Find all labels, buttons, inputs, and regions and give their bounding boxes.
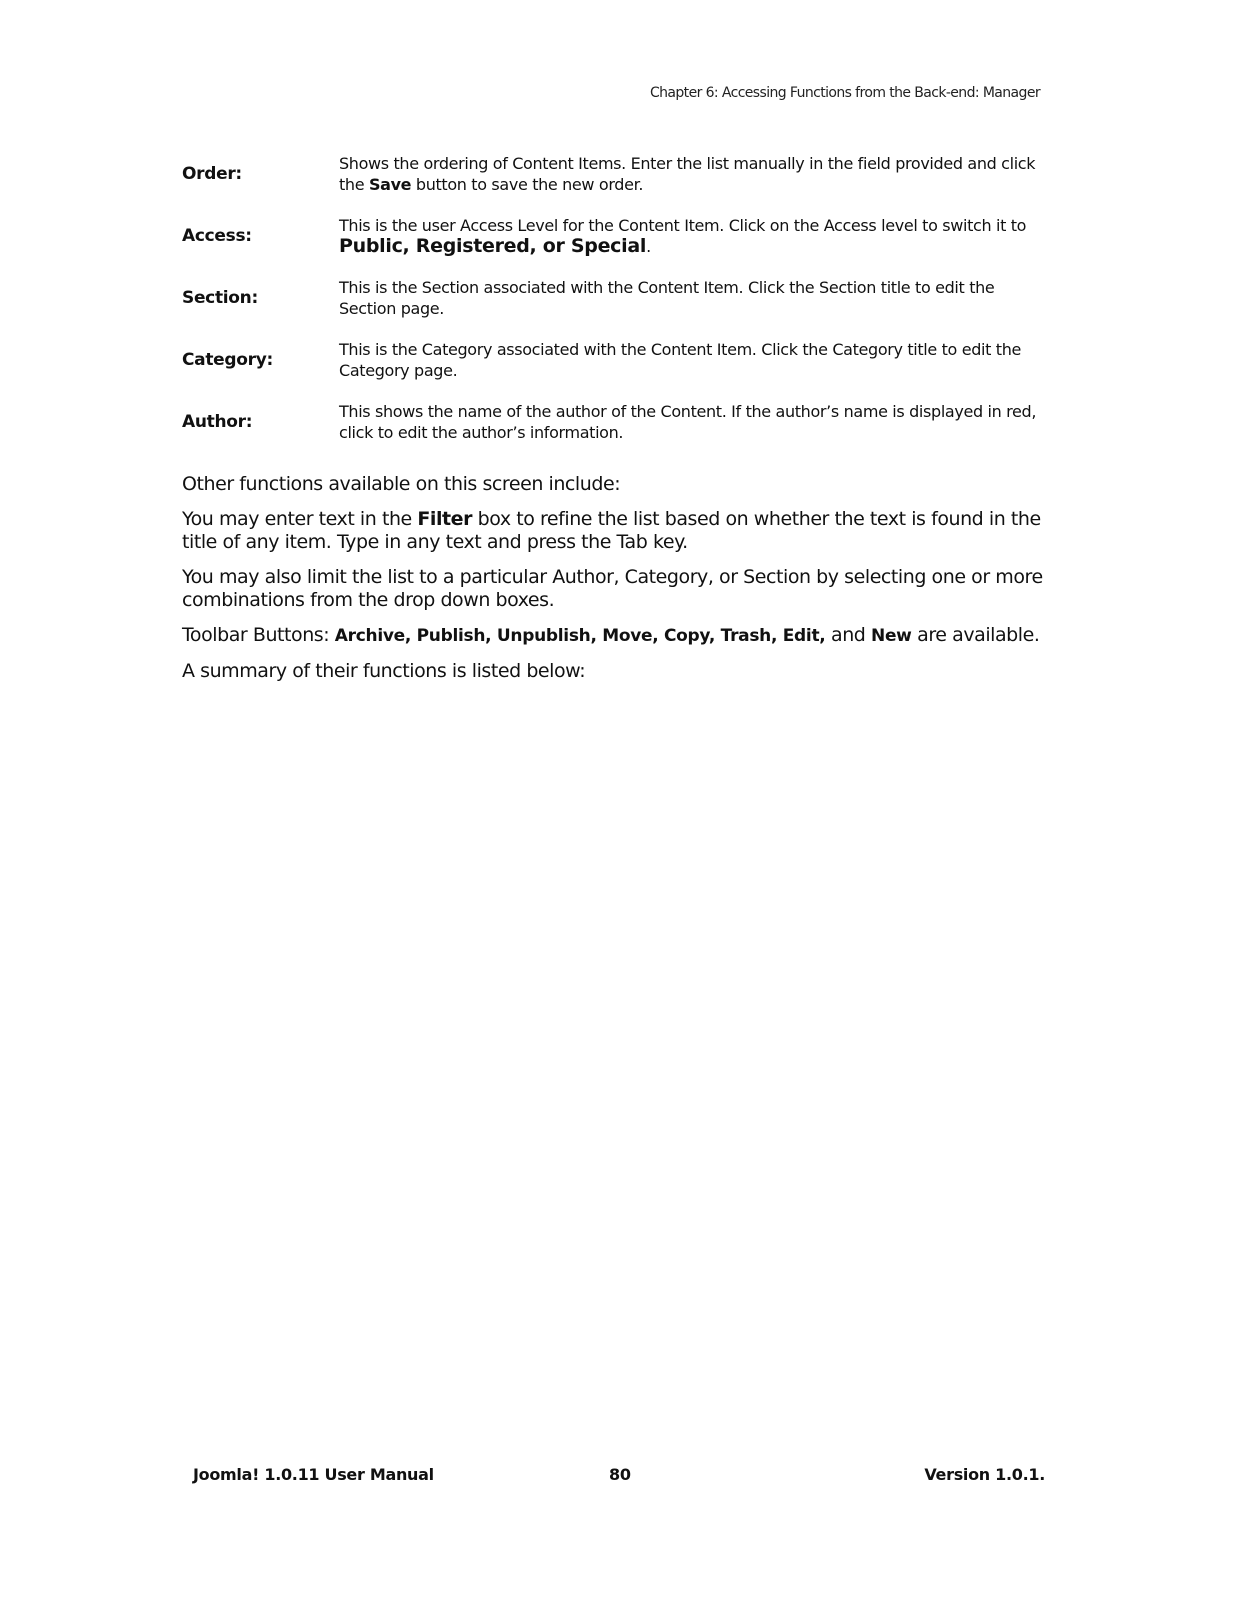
term-author: Author: (182, 412, 253, 432)
definition-row-author (182, 400, 1052, 444)
term-order: Order: (182, 164, 242, 184)
term-section: Section: (182, 288, 258, 308)
description-category: This is the Category associated with the Content Item. Click the Category title to edit the Category page. (339, 340, 1021, 380)
term-category: Category: (182, 350, 274, 370)
toolbar-buttons-list: Archive, Publish, Unpublish, Move, Copy, Trash, Edit, (334, 626, 826, 646)
paragraph-other-functions: Other functions available on this screen include: (182, 473, 621, 495)
new-keyword: New (871, 626, 912, 646)
definition-table (182, 152, 1052, 462)
save-keyword: Save (368, 175, 412, 194)
paragraph-toolbar-buttons: Toolbar Buttons: Archive, Publish, Unpublish, Move, Copy, Trash, Edit, and New are available. (182, 624, 1040, 646)
access-levels-keyword: Public, Registered, or Special (339, 235, 647, 257)
definition-row-access (182, 214, 1052, 258)
page-number: 80 (609, 1465, 631, 1484)
filter-keyword: Filter (417, 508, 473, 530)
description-access: This is the user Access Level for the Content Item. Click on the Access level to switch it to Public, Registered, or Special. (339, 216, 1027, 257)
running-header: Chapter 6: Accessing Functions from the Back-end: Manager (649, 85, 1040, 101)
description-author: This shows the name of the author of the Content. If the author’s name is displayed in red, click to edit the author’s information. (339, 402, 1037, 442)
description-order: Shows the ordering of Content Items. Enter the list manually in the field provided and click the Save button to save the new order. (339, 154, 1036, 194)
paragraph-filter: You may enter text in the Filter box to refine the list based on whether the text is found in the title of any item. Type in any text and press the Tab key. (182, 508, 1041, 553)
definition-row-order (182, 152, 1052, 196)
definition-row-section (182, 276, 1052, 320)
definition-row-category (182, 338, 1052, 382)
body-text (182, 473, 1052, 695)
paragraph-limit-list: You may also limit the list to a particular Author, Category, or Section by selecting one or more combinations from the drop down boxes. (182, 566, 1043, 611)
page-footer (193, 1465, 1045, 1487)
paragraph-summary: A summary of their functions is listed below: (182, 660, 586, 682)
term-access: Access: (182, 226, 252, 246)
footer-version: Version 1.0.1. (924, 1465, 1045, 1484)
description-section: This is the Section associated with the Content Item. Click the Section title to edit the Section page. (339, 278, 995, 318)
footer-manual-title: Joomla! 1.0.11 User Manual (193, 1465, 434, 1484)
